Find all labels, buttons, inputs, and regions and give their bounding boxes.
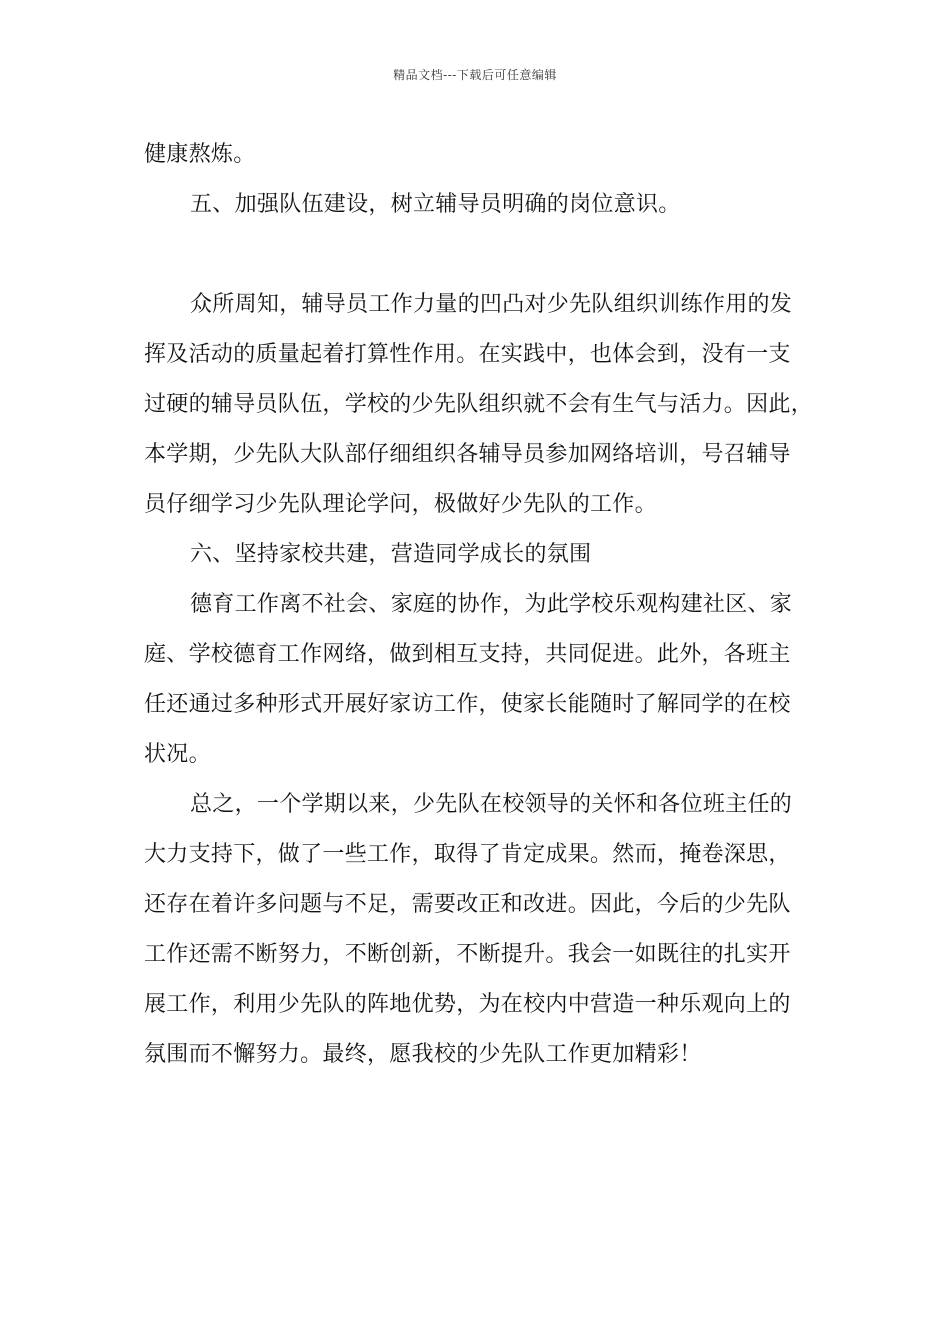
blank-line xyxy=(144,230,808,280)
paragraph-line: 任还通过多种形式开展好家访工作，使家长能随时了解同学的在校 xyxy=(144,692,791,717)
section-heading-six: 六、坚持家校共建，营造同学成长的氛围 xyxy=(190,542,592,567)
paragraph-line: 健康熬炼。 xyxy=(144,142,256,167)
paragraph-line: 员仔细学习少先队理论学问，极做好少先队的工作。 xyxy=(144,492,657,517)
paragraph-line: 展工作，利用少先队的阵地优势，为在校内中营造一种乐观向上的 xyxy=(144,992,791,1017)
paragraph-line: 德育工作离不社会、家庭的协作，为此学校乐观构建社区、家 xyxy=(190,592,793,617)
section-heading-five: 五、加强队伍建设，树立辅导员明确的岗位意识。 xyxy=(190,192,681,217)
paragraph-line: 状况。 xyxy=(144,742,211,767)
paragraph-line: 挥及活动的质量起着打算性作用。在实践中，也体会到，没有一支 xyxy=(144,342,791,367)
paragraph-line: 众所周知，辅导员工作力量的凹凸对少先队组织训练作用的发 xyxy=(190,292,793,317)
paragraph-line: 工作还需不断努力，不断创新，不断提升。我会一如既往的扎实开 xyxy=(144,942,791,967)
paragraph-line: 本学期，少先队大队部仔细组织各辅导员参加网络培训，号召辅导 xyxy=(144,442,791,467)
page-header: 精品文档---下载后可任意编辑 xyxy=(393,68,557,82)
paragraph-line: 庭、学校德育工作网络，做到相互支持，共同促进。此外，各班主 xyxy=(144,642,791,667)
paragraph-line: 过硬的辅导员队伍，学校的少先队组织就不会有生气与活力。因此， xyxy=(144,392,814,417)
paragraph-line: 大力支持下，做了一些工作，取得了肯定成果。然而，掩卷深思， xyxy=(144,842,791,867)
paragraph-line: 氛围而不懈努力。最终，愿我校的少先队工作更加精彩！ xyxy=(144,1042,702,1067)
paragraph-line: 还存在着许多问题与不足，需要改正和改进。因此，今后的少先队 xyxy=(144,892,791,917)
document-body xyxy=(144,130,814,1080)
paragraph-line: 总之，一个学期以来，少先队在校领导的关怀和各位班主任的 xyxy=(190,792,793,817)
